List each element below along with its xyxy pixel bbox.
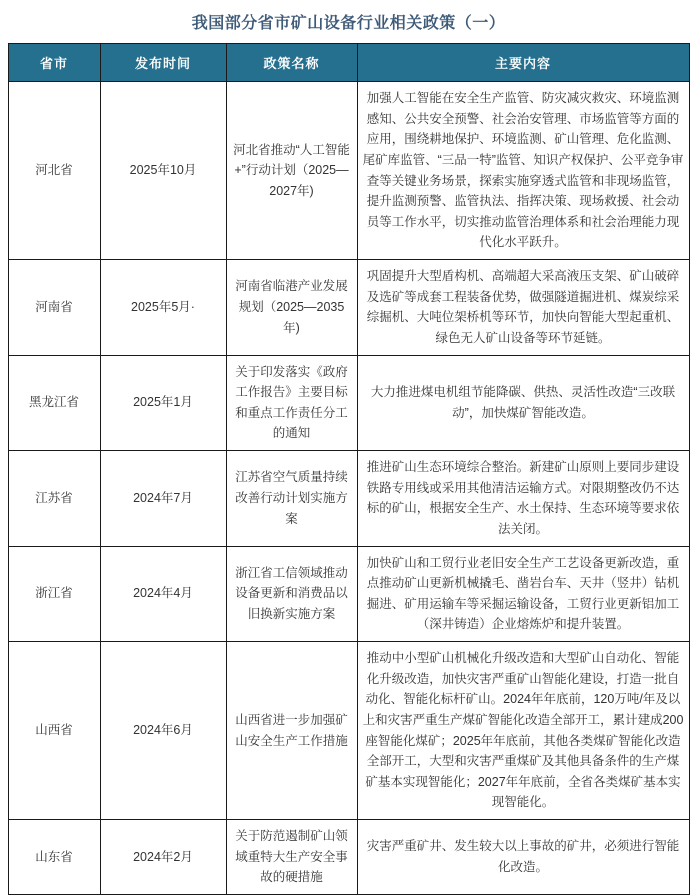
policy-cell: 关于防范遏制矿山领域重特大生产安全事故的硬措施 [226,820,357,895]
header-policy: 政策名称 [226,44,357,82]
page-title: 我国部分省市矿山设备行业相关政策（一） [191,15,506,32]
policy-cell: 关于印发落实《政府工作报告》主要目标和重点工作责任分工的通知 [226,355,357,451]
table-header-row [8,44,689,82]
table-row [8,546,689,642]
policy-cell: 河北省推动“人工智能+”行动计划（2025—2027年) [226,82,357,260]
province-cell: 山西省 [8,642,100,820]
table-row [8,260,689,356]
content-cell: 加快矿山和工贸行业老旧安全生产工艺设备更新改造，重点推动矿山更新机械撬毛、凿岩台车、天井（竖井）钻机掘进、矿用运输车等采掘运输设备，工贸行业更新铝加工（深井铸造）企业熔炼炉和提升装置。 [357,546,689,642]
header-content: 主要内容 [357,44,689,82]
content-cell: 推进矿山生态环境综合整治。新建矿山原则上要同步建设铁路专用线或采用其他清洁运输方式。对限期整改仍不达标的矿山，根据安全生产、水土保持、生态环境等要求依法关闭。 [357,451,689,547]
content-cell: 加强人工智能在安全生产监管、防灾减灾救灾、环境监测感知、公共安全预警、社会治安管理、市场监管等方面的应用，围绕耕地保护、环境监测、矿山管理、危化监测、尾矿库监管、“三品一特”监管、知识产权保护、公平竞争审查等关键业务场景，探索实施穿透式监管和非现场监管，提升监测预警、监管执法、指挥决策、现场救援、社会动员等工作水平，切实推动监管治理体系和社会治理能力现代化水平跃升。 [357,82,689,260]
date-cell: 2025年5月· [100,260,226,356]
table-row [8,642,689,820]
table-row [8,451,689,547]
date-cell: 2024年2月 [100,820,226,895]
date-cell: 2024年7月 [100,451,226,547]
province-cell: 浙江省 [8,546,100,642]
policy-table [8,43,690,895]
province-cell: 河北省 [8,82,100,260]
date-cell: 2025年1月 [100,355,226,451]
date-cell: 2025年10月 [100,82,226,260]
policy-cell: 江苏省空气质量持续改善行动计划实施方案 [226,451,357,547]
content-cell: 推动中小型矿山机械化升级改造和大型矿山自动化、智能化升级改造，加快灾害严重矿山智能化建设，打造一批自动化、智能化标杆矿山。2024年年底前，120万吨/年及以上和灾害严重生产煤矿智能化改造全部开工，累计建成200座智能化煤矿；2025年年底前，其他各类煤矿智能化改造全部开工，大型和灾害严重煤矿及其他具备条件的生产煤矿基本实现智能化；2027年年底前，全省各类煤矿基本实现智能化。 [357,642,689,820]
table-row [8,820,689,895]
header-date: 发布时间 [100,44,226,82]
policy-cell: 浙江省工信领域推动设备更新和消费品以旧换新实施方案 [226,546,357,642]
table-row [8,82,689,260]
province-cell: 黑龙江省 [8,355,100,451]
province-cell: 江苏省 [8,451,100,547]
province-cell: 山东省 [8,820,100,895]
province-cell: 河南省 [8,260,100,356]
policy-cell: 山西省进一步加强矿山安全生产工作措施 [226,642,357,820]
table-row [8,355,689,451]
date-cell: 2024年6月 [100,642,226,820]
content-cell: 大力推进煤电机组节能降碳、供热、灵活性改造“三改联动”，加快煤矿智能改造。 [357,355,689,451]
content-cell: 灾害严重矿井、发生较大以上事故的矿井，必须进行智能化改造。 [357,820,689,895]
policy-cell: 河南省临港产业发展规划（2025—2035年) [226,260,357,356]
date-cell: 2024年4月 [100,546,226,642]
content-cell: 巩固提升大型盾构机、高端超大采高液压支架、矿山破碎及选矿等成套工程装备优势，做强隧道掘进机、煤炭综采综掘机、大吨位架桥机等环节，加快向智能大型起重机、绿色无人矿山设备等环节延链。 [357,260,689,356]
header-province: 省市 [8,44,100,82]
